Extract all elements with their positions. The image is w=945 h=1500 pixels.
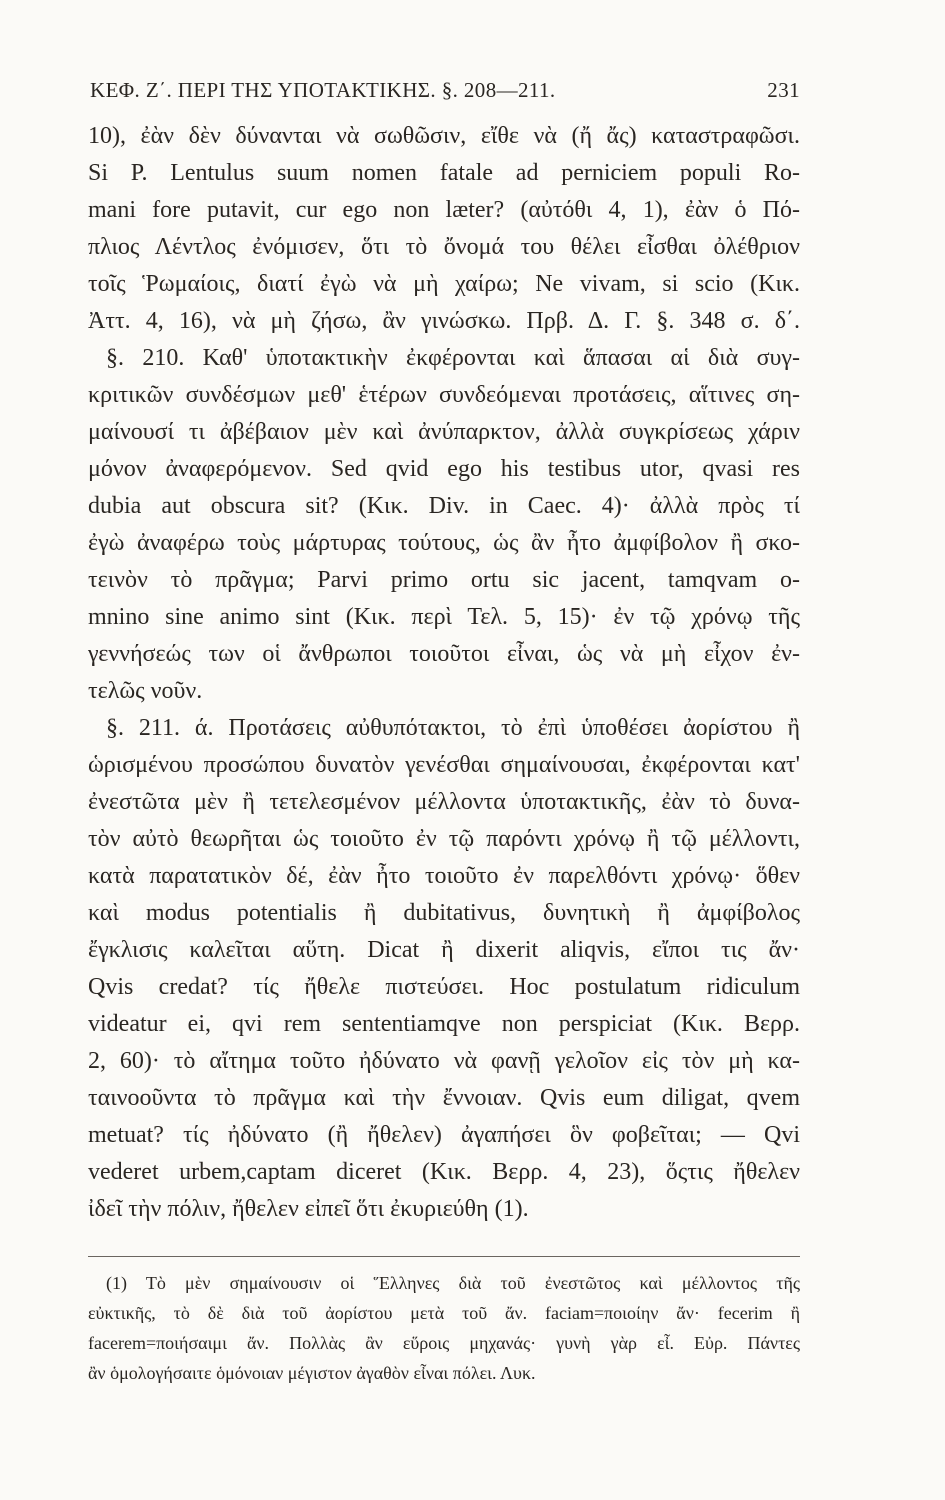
main-text (88, 118, 800, 1228)
text-line: κριτικῶν συνδέσμων μεθ' ἑτέρων συνδεόμεναι προτάσεις, αἵτινες ση- (88, 382, 800, 408)
running-header (90, 78, 800, 103)
text-line: mnino sine animo sint (Κικ. περὶ Τελ. 5, 15)· ἐν τῷ χρόνῳ τῆς (88, 604, 800, 630)
footnote-line: ἂν ὁμολογήσαιτε ὁμόνοιαν μέγιστον ἀγαθὸν εἶναι πόλει. Λυκ. (88, 1363, 536, 1383)
text-line: Si P. Lentulus suum nomen fatale ad perniciem populi Ro- (88, 160, 800, 186)
text-line: καὶ modus potentialis ἢ dubitativus, δυνητικὴ ἢ ἀμφίβολος (88, 900, 800, 926)
footnote-line: εὐκτικῆς, τὸ δὲ διὰ τοῦ ἀορίστου μετὰ τοῦ ἄν. faciam=ποιοίην ἄν· fecerim ἢ (88, 1303, 800, 1323)
text-line: ταινοοῦντα τὸ πρᾶγμα καὶ τὴν ἔννοιαν. Qvis eum diligat, qvem (88, 1085, 800, 1111)
page-number: 231 (767, 78, 800, 102)
text-line: ἐνεστῶτα μὲν ἢ τετελεσμένον μέλλοντα ὑποτακτικῆς, ἐὰν τὸ δυνα- (88, 789, 800, 815)
text-line: κατὰ παρατατικὸν δέ, ἐὰν ἦτο τοιοῦτο ἐν παρελθόντι χρόνῳ· ὅθεν (88, 863, 800, 889)
text-line: §. 211. ά. Προτάσεις αὐθυπότακτοι, τὸ ἐπὶ ὑποθέσει ἀορίστου ἢ (106, 715, 800, 741)
text-line: μόνον ἀναφερόμενον. Sed qvid ego his testibus utor, qvasi res (88, 456, 800, 482)
text-line: ἐγὼ ἀναφέρω τοὺς μάρτυρας τούτους, ὡς ἂν ἦτο ἀμφίβολον ἢ σκο- (88, 530, 800, 556)
text-line: γεννήσεώς των οἱ ἄνθρωποι τοιοῦτοι εἶναι, ὡς νὰ μὴ εἶχον ἐν- (88, 641, 800, 667)
text-line: mani fore putavit, cur ego non læter? (αὐτόθι 4, 1), ἐὰν ὁ Πό- (88, 197, 800, 223)
text-line: Ἀττ. 4, 16), νὰ μὴ ζήσω, ἂν γινώσκω. Πρβ. Δ. Γ. §. 348 σ. δ΄. (88, 308, 800, 334)
text-line: τεινὸν τὸ πρᾶγμα; Parvi primo ortu sic jacent, tamqvam o- (88, 567, 800, 593)
text-line: 10), ἐὰν δὲν δύνανται νὰ σωθῶσιν, εἴθε νὰ (ἤ ἄς) καταστραφῶσι. (88, 123, 800, 149)
text-line: τοῖς Ῥωμαίοις, διατί ἐγὼ νὰ μὴ χαίρω; Ne vivam, si scio (Κικ. (88, 271, 800, 297)
text-line: τὸν αὐτὸ θεωρῆται ὡς τοιοῦτο ἐν τῷ παρόντι χρόνῳ ἢ τῷ μέλλοντι, (88, 826, 800, 852)
text-line: Qvis credat? τίς ἤθελε πιστεύσει. Hoc postulatum ridiculum (88, 974, 800, 1000)
text-line: τελῶς νοῦν. (88, 678, 203, 704)
header-title: ΚΕΦ. Ζ΄. ΠΕΡΙ ΤΗΣ ΥΠΟΤΑΚΤΙΚΗΣ. §. 208—211. (90, 78, 556, 102)
text-line: ἔγκλισις καλεῖται αὕτη. Dicat ἢ dixerit aliqvis, εἴποι τις ἄν· (88, 937, 800, 963)
text-line: πλιος Λέντλος ἐνόμισεν, ὅτι τὸ ὄνομά του θέλει εἶσθαι ὀλέθριον (88, 234, 800, 260)
text-line: μαίνουσί τι ἀβέβαιον μὲν καὶ ἀνύπαρκτον, ἀλλὰ συγκρίσεως χάριν (88, 419, 800, 445)
footnote-line: facerem=ποιήσαιμι ἄν. Πολλὰς ἂν εὕροις μηχανάς· γυνὴ γὰρ εἶ. Εὐρ. Πάντες (88, 1333, 800, 1353)
footnote-divider (88, 1256, 800, 1257)
text-line: dubia aut obscura sit? (Κικ. Div. in Caec. 4)· ἀλλὰ πρὸς τί (88, 493, 800, 519)
text-line: videatur ei, qvi rem sententiamqve non perspiciat (Κικ. Βερρ. (88, 1011, 800, 1037)
footnote-line: (1) Τὸ μὲν σημαίνουσιν οἱ Ἕλληνες διὰ τοῦ ἐνεστῶτος καὶ μέλλοντος τῆς (106, 1273, 800, 1293)
text-line: ὡρισμένου προσώπου δυνατὸν γενέσθαι σημαίνουσαι, ἐκφέρονται κατ' (88, 752, 800, 778)
text-line: ἰδεῖ τὴν πόλιν, ἤθελεν εἰπεῖ ὅτι ἐκυριεύθη (1). (88, 1196, 529, 1222)
text-line: metuat? τίς ἠδύνατο (ἢ ἤθελεν) ἀγαπήσει ὃν φοβεῖται; — Qvi (88, 1122, 800, 1148)
text-line: 2, 60)· τὸ αἴτημα τοῦτο ἠδύνατο νὰ φανῇ γελοῖον εἰς τὸν μὴ κα- (88, 1048, 800, 1074)
text-line: vederet urbem,captam diceret (Κικ. Βερρ. 4, 23), ὅςτις ἤθελεν (88, 1159, 800, 1185)
footnotes (88, 1268, 800, 1388)
text-line: §. 210. Καθ' ὑποτακτικὴν ἐκφέρονται καὶ ἅπασαι αἱ διὰ συγ- (106, 345, 800, 371)
